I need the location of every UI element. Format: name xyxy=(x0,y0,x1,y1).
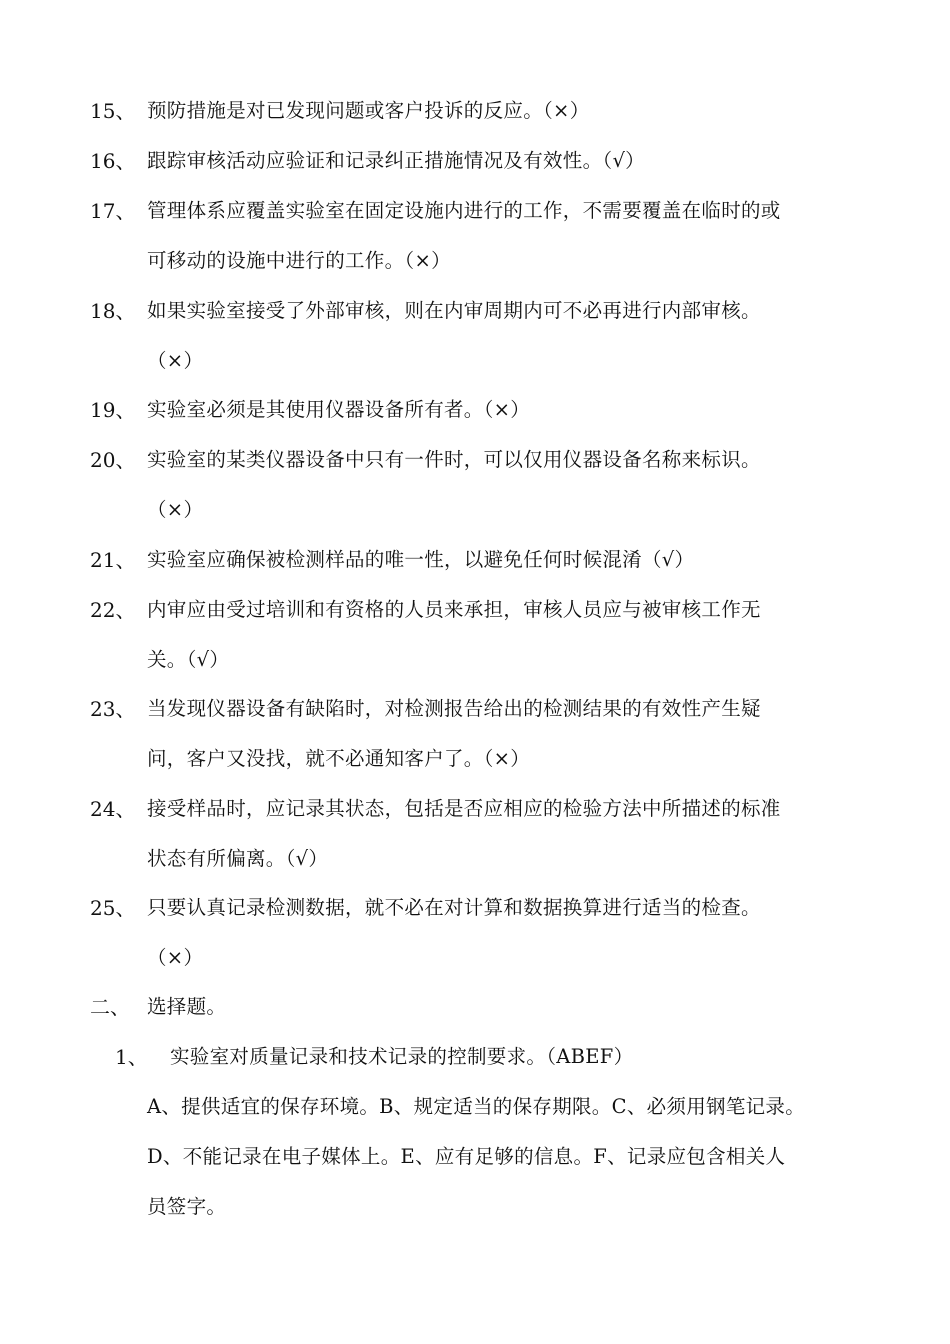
item-number: 15、 xyxy=(90,99,136,123)
item-text-line: 如果实验室接受了外部审核，则在内审周期内可不必再进行内部审核。 xyxy=(147,299,761,322)
item-number: 21、 xyxy=(90,548,136,572)
item-text-line: 实验室的某类仪器设备中只有一件时，可以仅用仪器设备名称来标识。 xyxy=(147,448,761,471)
item-text-line: 内审应由受过培训和有资格的人员来承担，审核人员应与被审核工作无 xyxy=(147,598,761,621)
option-line: 员签字。 xyxy=(147,1195,227,1218)
item-text-line: 管理体系应覆盖实验室在固定设施内进行的工作，不需要覆盖在临时的或 xyxy=(147,199,781,222)
question-stem: 实验室对质量记录和技术记录的控制要求。（ABEF） xyxy=(170,1045,634,1068)
item-number: 19、 xyxy=(90,398,136,422)
item-text-line: 状态有所偏离。（√） xyxy=(147,847,329,870)
section-number: 二、 xyxy=(90,995,130,1019)
question-number: 1、 xyxy=(115,1045,148,1069)
item-number: 23、 xyxy=(90,697,136,721)
item-number: 17、 xyxy=(90,199,136,223)
item-text-line: 跟踪审核活动应验证和记录纠正措施情况及有效性。（√） xyxy=(147,149,645,172)
item-number: 18、 xyxy=(90,299,136,323)
option-line: D、不能记录在电子媒体上。E、应有足够的信息。F、记录应包含相关人 xyxy=(147,1145,786,1168)
item-text-line: 问，客户又没找，就不必通知客户了。（×） xyxy=(147,747,531,770)
item-text-line: 实验室应确保被检测样品的唯一性，以避免任何时候混淆（√） xyxy=(147,548,695,571)
item-text-line: （×） xyxy=(147,946,204,969)
item-text-line: 可移动的设施中进行的工作。（×） xyxy=(147,249,451,272)
item-text-line: 接受样品时，应记录其状态，包括是否应相应的检验方法中所描述的标准 xyxy=(147,797,781,820)
item-number: 22、 xyxy=(90,598,136,622)
item-text-line: 实验室必须是其使用仪器设备所有者。（×） xyxy=(147,398,531,421)
item-number: 24、 xyxy=(90,797,136,821)
item-number: 16、 xyxy=(90,149,136,173)
item-text-line: （×） xyxy=(147,498,204,521)
item-number: 20、 xyxy=(90,448,136,472)
item-text-line: 只要认真记录检测数据，就不必在对计算和数据换算进行适当的检查。 xyxy=(147,896,761,919)
item-number: 25、 xyxy=(90,896,136,920)
section-title: 选择题。 xyxy=(147,995,227,1018)
item-text-line: 关。（√） xyxy=(147,648,230,671)
item-text-line: （×） xyxy=(147,349,204,372)
item-text-line: 预防措施是对已发现问题或客户投诉的反应。（×） xyxy=(147,99,590,122)
item-text-line: 当发现仪器设备有缺陷时，对检测报告给出的检测结果的有效性产生疑 xyxy=(147,697,761,720)
option-line: A、提供适宜的保存环境。B、规定适当的保存期限。C、必须用钢笔记录。 xyxy=(147,1095,806,1118)
